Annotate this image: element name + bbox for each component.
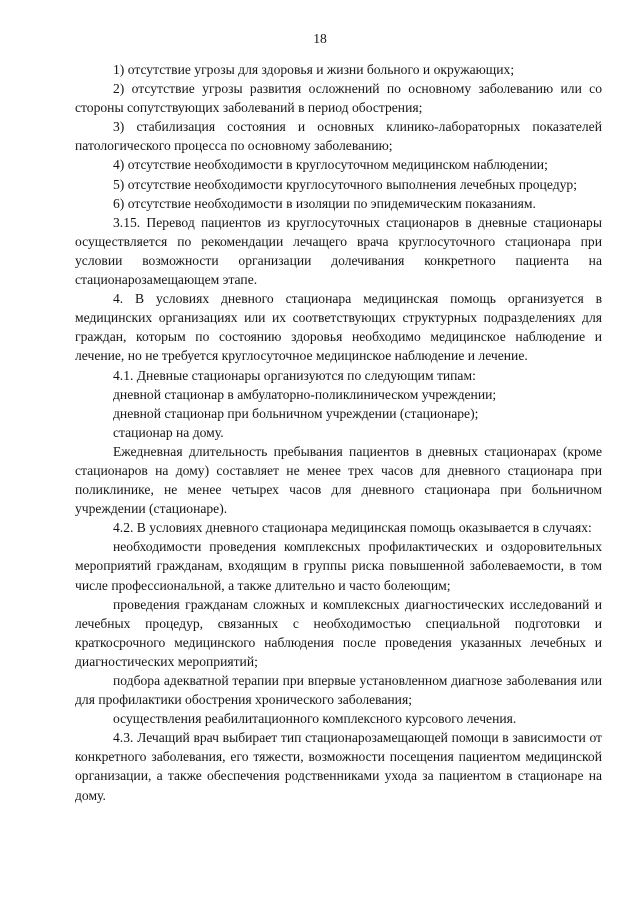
case-2: проведения гражданам сложных и комплексных диагностических исследований и лечебных процедур, связанных с необходимостью специальной подготовки и краткосрочного медицинского наблюдения после проведения указанных лечебных и диагностических мероприятий; [75, 596, 602, 669]
document-body [75, 60, 602, 805]
case-1: необходимости проведения комплексных профилактических и оздоровительных мероприятий гражданам, входящим в группы риска повышенной заболеваемости, в том числе профессиональной, а также длительно и часто болеющим; [75, 539, 602, 593]
paragraph-2: 2) отсутствие угрозы развития осложнений по основному заболеванию или со стороны сопутствующих заболеваний в период обострения; [75, 81, 602, 116]
paragraph-4-3: 4.3. Лечащий врач выбирает тип стационарозамещающей помощи в зависимости от конкретного заболевания, его тяжести, возможности посещения пациентом медицинской организации, а также обеспечения родственниками ухода за пациентом в стационаре на дому. [75, 730, 602, 803]
case-4: осуществления реабилитационного комплексного курсового лечения. [113, 711, 517, 727]
paragraph-duration: Ежедневная длительность пребывания пациентов в дневных стационарах (кроме стационаров на дому) составляет не менее трех часов для дневного стационара при поликлинике, не менее четырех часов для дневного стационара при больничном учреждении (стационаре). [75, 443, 602, 517]
paragraph-4-main: 4. В условиях дневного стационара медицинская помощь организуется в медицинских организациях или их соответствующих структурных подразделениях для граждан, которым по состоянию здоровья необходимо медицинское наблюдение и лечение, но не требуется круглосуточное медицинское наблюдение и лечение. [75, 291, 602, 364]
paragraph-4-1: 4.1. Дневные стационары организуются по следующим типам: [113, 367, 476, 383]
paragraph-4-2: 4.2. В условиях дневного стационара медицинская помощь оказывается в случаях: [113, 520, 592, 536]
paragraph-6: 6) отсутствие необходимости в изоляции по эпидемическим показаниям. [113, 195, 536, 211]
paragraph-1: 1) отсутствие угрозы для здоровья и жизни больного и окружающих; [113, 62, 515, 77]
paragraph-5: 5) отсутствие необходимости круглосуточного выполнения лечебных процедур; [113, 176, 577, 192]
paragraph-3-15: 3.15. Перевод пациентов из круглосуточных стационаров в дневные стационары осуществляется по рекомендации лечащего врача круглосуточного стационара при условии возможности организации долечивания конкретного пациента на стационарозамещающем этапе. [75, 214, 602, 288]
stationary-type-1: дневной стационар в амбулаторно-поликлиническом учреждении; [113, 386, 497, 402]
page-number: 18 [313, 31, 327, 46]
case-3: подбора адекватной терапии при впервые установленном диагнозе заболевания или для профилактики обострения хронического заболевания; [75, 673, 602, 708]
stationary-type-2: дневной стационар при больничном учреждении (стационаре); [113, 405, 479, 421]
paragraph-4: 4) отсутствие необходимости в круглосуточном медицинском наблюдении; [113, 157, 548, 173]
paragraph-3: 3) стабилизация состояния и основных клинико-лабораторных показателей патологического процесса по основному заболеванию; [75, 119, 602, 154]
stationary-type-3: стационар на дому. [113, 424, 224, 440]
